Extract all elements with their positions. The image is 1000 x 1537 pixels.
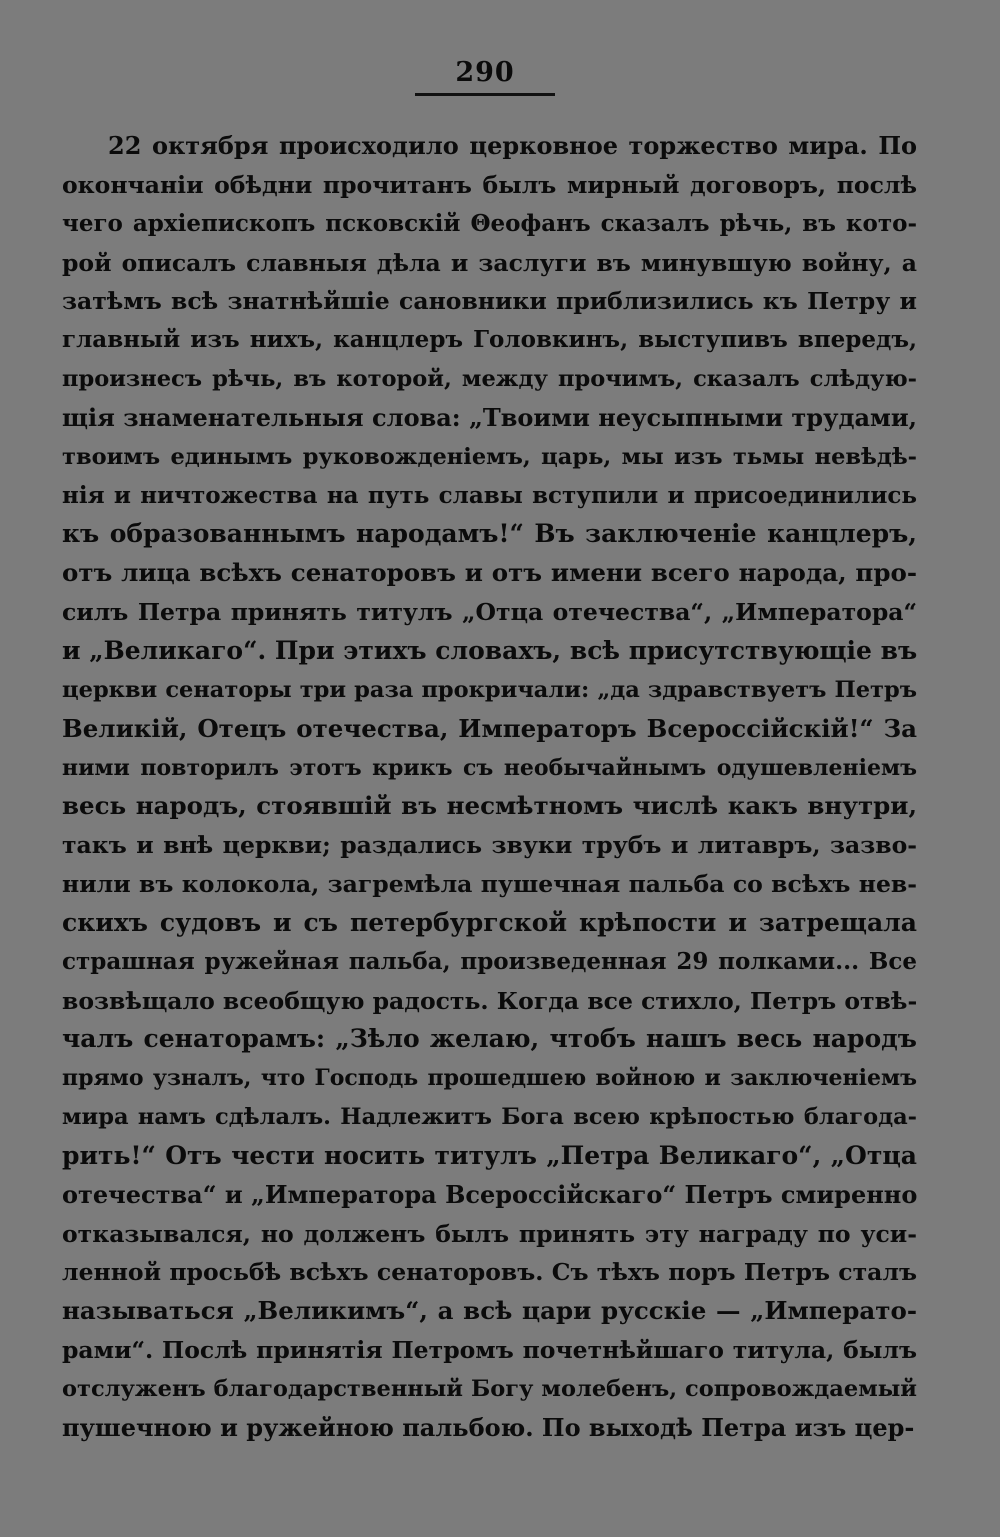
text-line: чалъ сенаторамъ: „Зѣло желаю, чтобъ нашъ весь народъ — [62, 1024, 917, 1054]
text-line: отслуженъ благодарственный Богу молебенъ, сопровождаемый — [62, 1376, 917, 1402]
text-line: нiя и ничтожества на путь славы вступили и присоединились — [62, 481, 917, 509]
body-text — [62, 127, 917, 1448]
text-line: главный изъ нихъ, канцлеръ Головкинъ, выступивъ впередъ, — [62, 326, 917, 354]
text-line: щiя знаменательныя слова: „Твоими неусыпными трудами, — [62, 402, 917, 432]
text-line: рить!“ Отъ чести носить титулъ „Петра Великаго“, „Отца — [62, 1140, 917, 1170]
text-line: скихъ судовъ и съ петербургской крѣпости и затрещала — [62, 907, 917, 937]
text-line: возвѣщало всеобщую радость. Когда все стихло, Петръ отвѣ- — [62, 986, 917, 1015]
text-line: произнесъ рѣчь, въ которой, между прочимъ, сказалъ слѣдую- — [62, 366, 917, 393]
text-line: къ образованнымъ народамъ!“ Въ заключенiе канцлеръ, — [62, 519, 917, 549]
text-line: Великiй, Отецъ отечества, Императоръ Всероссiйскiй!“ За — [62, 713, 917, 743]
text-line: окончанiи обѣдни прочитанъ былъ мирный договоръ, послѣ — [62, 170, 917, 199]
text-line: отъ лица всѣхъ сенаторовъ и отъ имени всего народа, про- — [62, 558, 917, 588]
text-line: твоимъ единымъ руковожденiемъ, царь, мы изъ тьмы невѣдѣ- — [62, 443, 917, 470]
text-line: пушечною и ружейною пальбою. По выходѣ Петра изъ цер- — [62, 1412, 915, 1442]
text-line: весь народъ, стоявшiй въ несмѣтномъ числѣ какъ внутри, — [62, 791, 917, 821]
text-line: ними повторилъ этотъ крикъ съ необычайнымъ одушевленiемъ — [62, 754, 917, 781]
text-line: 22 октября происходило церковное торжество мира. По — [108, 131, 917, 160]
text-line: отказывался, но долженъ былъ принять эту награду по уси- — [62, 1219, 917, 1248]
text-line: рами“. Послѣ принятiя Петромъ почетнѣйшаго титула, былъ — [62, 1336, 917, 1365]
text-line: чего архiепископъ псковскiй Θеофанъ сказалъ рѣчь, въ кото- — [62, 209, 917, 237]
page-number: 290 — [455, 57, 515, 88]
text-line: ленной просьбѣ всѣхъ сенаторовъ. Съ тѣхъ поръ Петръ сталъ — [62, 1258, 917, 1287]
text-line: затѣмъ всѣ знатнѣйшiе сановники приблизились къ Петру и — [62, 287, 917, 316]
text-line: такъ и внѣ церкви; раздались звуки трубъ и литавръ, зазво- — [62, 831, 917, 860]
text-line: рой описалъ славныя дѣла и заслуги въ минувшую войну, а — [62, 248, 917, 277]
text-line: страшная ружейная пальба, произведенная 29 полками... Все — [62, 947, 917, 975]
text-line: называться „Великимъ“, а всѣ цари русскiе — „Императо- — [62, 1296, 917, 1326]
text-line: и „Великаго“. При этихъ словахъ, всѣ присутствующiе въ — [62, 635, 917, 665]
text-line: мира намъ сдѣлалъ. Надлежитъ Бога всею крѣпостью благода- — [62, 1104, 917, 1131]
text-line: церкви сенаторы три раза прокричали: „да здравствуетъ Петръ — [62, 676, 917, 703]
page-number-rule — [415, 93, 555, 96]
text-line: нили въ колокола, загремѣла пушечная пальба со всѣхъ нев- — [62, 870, 917, 899]
text-line: силъ Петра принять титулъ „Отца отечества“, „Императора“ — [62, 598, 917, 627]
text-line: отечества“ и „Императора Всероссiйскаго“ Петръ смиренно — [62, 1179, 917, 1209]
text-line: прямо узналъ, что Господь прошедшею войною и заключенiемъ — [62, 1065, 917, 1092]
